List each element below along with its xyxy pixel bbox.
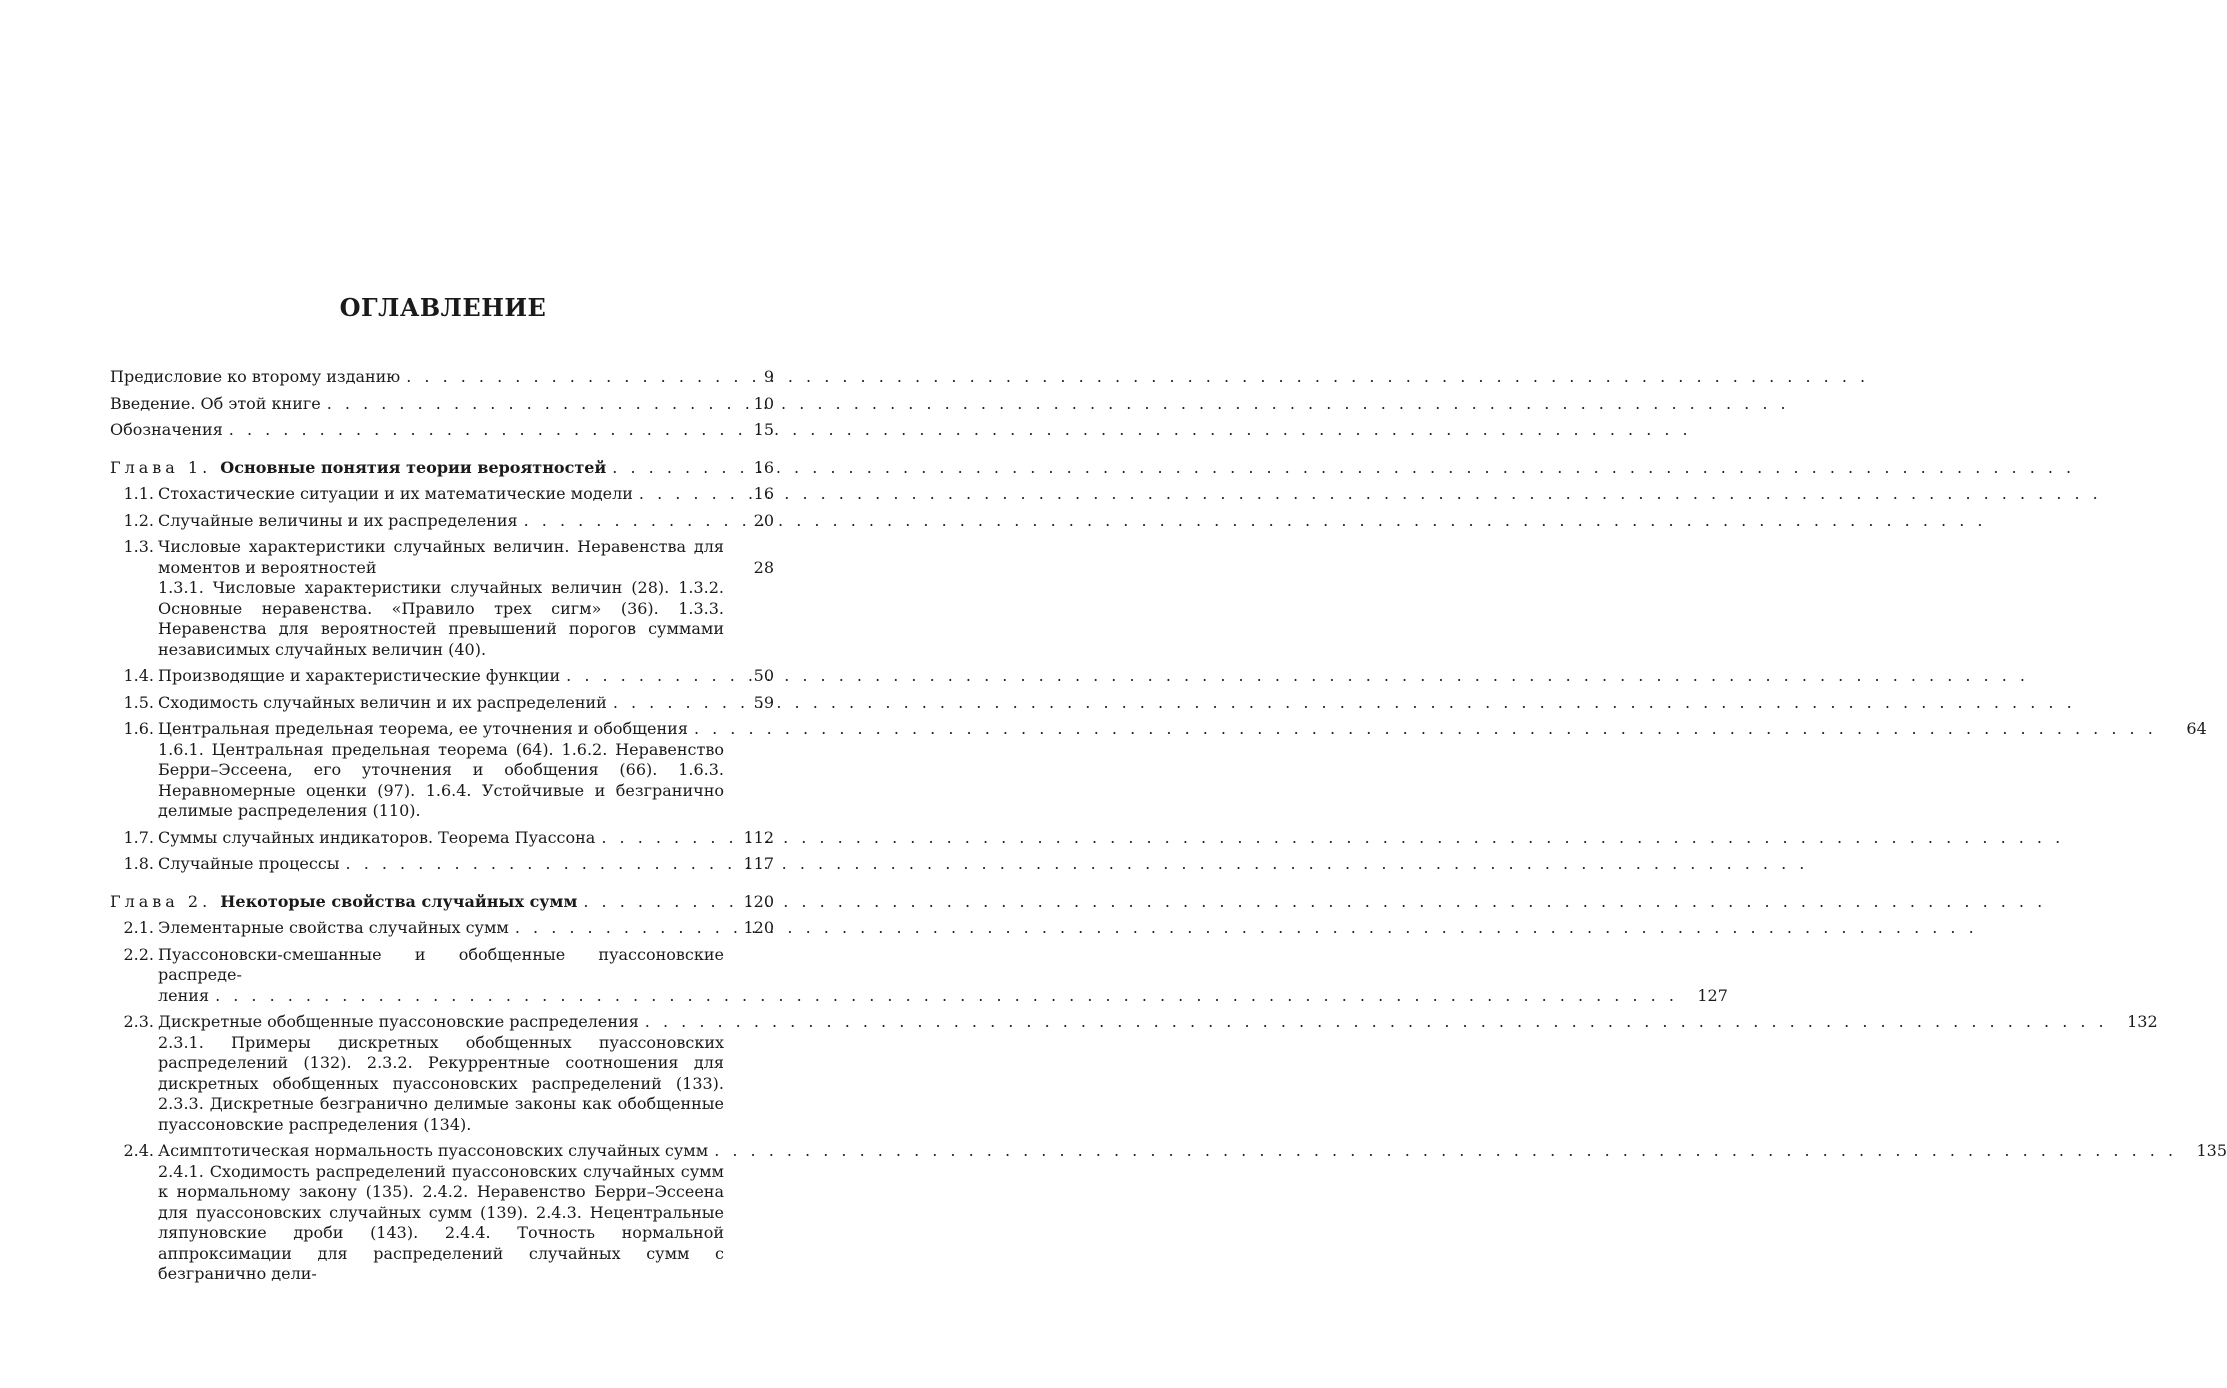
chapter-title: Основные понятия теории вероятностей bbox=[220, 457, 607, 477]
dot-leader bbox=[613, 693, 2076, 714]
dot-leader bbox=[327, 394, 1790, 415]
section-number: 1.7. bbox=[123, 827, 154, 847]
section-number: 2.3. bbox=[123, 1012, 154, 1031]
dot-leader bbox=[215, 986, 1678, 1007]
toc-section-2-2[interactable] bbox=[110, 944, 1728, 1007]
page-number: 120 bbox=[743, 891, 774, 911]
section-title: Производящие и характеристические функции bbox=[158, 666, 561, 685]
section-number: 1.5. bbox=[123, 692, 154, 712]
toc-section-1-4[interactable] bbox=[110, 666, 774, 687]
section-title-continued: ления bbox=[158, 985, 210, 1005]
page-number: 120 bbox=[743, 918, 774, 937]
dot-leader bbox=[714, 1141, 2177, 1162]
subsection-list: 1.6.1. Центральная предельная теорема (64). 1.6.2. Неравенство Берри–Эссеена, его уточнения и обобщения (66). 1.6.3. Неравномерные оценки (97). 1.6.4. Устойчивые и безгранично делимые распределения (110). bbox=[158, 739, 724, 820]
section-title: Числовые характеристики случайных величин. Неравенства для моментов и вероятностей bbox=[158, 537, 724, 577]
section-number: 2.1. bbox=[123, 918, 154, 937]
dot-leader bbox=[583, 892, 2046, 913]
chapter-label: Глава 2. bbox=[110, 891, 212, 911]
page-number: 9 bbox=[763, 367, 774, 386]
page-number: 117 bbox=[743, 854, 774, 873]
toc-section-1-2[interactable] bbox=[110, 511, 774, 532]
toc-entry-introduction[interactable] bbox=[110, 394, 774, 415]
section-title: Элементарные свойства случайных сумм bbox=[158, 918, 509, 937]
entry-text: Предисловие ко второму изданию bbox=[110, 367, 401, 386]
subsection-list: 2.3.1. Примеры дискретных обобщенных пуассоновских распределений (132). 2.3.2. Рекуррентные соотношения для дискретных обобщенных пуассоновских распределений (133). 2.3.3. Дискретные безгранично делимые законы как обобщенные пуассоновские распределения (134). bbox=[158, 1032, 724, 1134]
dot-leader bbox=[694, 719, 2157, 740]
dot-leader bbox=[601, 828, 2064, 849]
subsection-list: 2.4.1. Сходимость распределений пуассоновских случайных сумм к нормальному закону (135). 2.4.2. Неравенство Берри–Эссеена для пуассоновских случайных сумм (139). 2.4.3. Нецентральные ляпуновские дроби (143). 2.4.4. Точность нормальной аппроксимации для распределений случайных сумм с безгранично дели- bbox=[158, 1161, 724, 1283]
subsection-list: 1.3.1. Числовые характеристики случайных величин (28). 1.3.2. Основные неравенства. «Правило трех сигм» (36). 1.3.3. Неравенства для вероятностей превышений порогов суммами независимых случайных величин (40). bbox=[158, 578, 724, 659]
page-number: 127 bbox=[1697, 985, 1728, 1005]
section-title: Случайные процессы bbox=[158, 854, 340, 873]
dot-leader bbox=[566, 666, 2029, 687]
table-of-contents bbox=[110, 367, 2227, 1291]
dot-leader bbox=[612, 458, 2075, 479]
entry-text: Введение. Об этой книге bbox=[110, 393, 321, 413]
section-title: Суммы случайных индикаторов. Теорема Пуассона bbox=[158, 827, 596, 847]
toc-section-1-6[interactable] bbox=[110, 719, 2207, 822]
toc-entry-notation[interactable] bbox=[110, 420, 774, 441]
section-title: Случайные величины и их распределения bbox=[158, 510, 518, 530]
section-number: 1.4. bbox=[123, 666, 154, 685]
section-title: Пуассоновски-смешанные и обобщенные пуассоновские распреде- bbox=[158, 944, 724, 984]
chapter-label: Глава 1. bbox=[110, 457, 212, 477]
page-number: 16 bbox=[753, 484, 774, 503]
dot-leader bbox=[346, 854, 1809, 875]
section-number: 1.6. bbox=[123, 719, 154, 738]
entry-text: Обозначения bbox=[110, 420, 223, 439]
section-title: Дискретные обобщенные пуассоновские распределения bbox=[158, 1012, 639, 1031]
page-title: ОГЛАВЛЕНИЕ bbox=[339, 293, 547, 322]
section-title: Центральная предельная теорема, ее уточнения и обобщения bbox=[158, 719, 688, 738]
page-number: 50 bbox=[753, 666, 774, 685]
section-title: Сходимость случайных величин и их распределений bbox=[158, 692, 607, 712]
toc-section-2-3[interactable] bbox=[110, 1012, 2158, 1135]
toc-section-1-5[interactable] bbox=[110, 693, 774, 714]
page-number: 132 bbox=[2127, 1012, 2158, 1031]
dot-leader bbox=[645, 1012, 2108, 1033]
toc-section-1-3[interactable] bbox=[110, 537, 774, 660]
toc-section-2-4[interactable] bbox=[110, 1141, 2227, 1285]
toc-chapter-1[interactable] bbox=[110, 458, 774, 479]
section-number: 1.2. bbox=[123, 510, 154, 530]
toc-section-1-7[interactable] bbox=[110, 828, 774, 849]
dot-leader bbox=[229, 420, 1692, 441]
dot-leader bbox=[406, 367, 1869, 388]
page-number: 16 bbox=[753, 457, 774, 477]
toc-section-1-1[interactable] bbox=[110, 484, 774, 505]
page-number: 15 bbox=[753, 420, 774, 439]
toc-section-1-8[interactable] bbox=[110, 854, 774, 875]
page-number: 59 bbox=[753, 692, 774, 712]
section-title: Стохастические ситуации и их математические модели bbox=[158, 484, 633, 503]
page-number: 10 bbox=[753, 393, 774, 413]
page-number: 135 bbox=[2196, 1141, 2227, 1160]
section-number: 1.8. bbox=[123, 854, 154, 873]
section-number: 1.1. bbox=[123, 484, 154, 503]
dot-leader bbox=[639, 484, 2102, 505]
chapter-title: Некоторые свойства случайных сумм bbox=[220, 891, 578, 911]
page-number: 28 bbox=[753, 557, 774, 577]
section-title: Асимптотическая нормальность пуассоновских случайных сумм bbox=[158, 1141, 709, 1160]
section-number: 2.2. bbox=[123, 944, 154, 964]
page-number: 64 bbox=[2186, 719, 2207, 738]
page-number: 112 bbox=[743, 827, 774, 847]
page-number: 20 bbox=[753, 510, 774, 530]
toc-section-2-1[interactable] bbox=[110, 918, 774, 939]
section-number: 1.3. bbox=[123, 537, 154, 556]
toc-chapter-2[interactable] bbox=[110, 892, 774, 913]
toc-entry-preface[interactable] bbox=[110, 367, 774, 388]
section-number: 2.4. bbox=[123, 1141, 154, 1160]
